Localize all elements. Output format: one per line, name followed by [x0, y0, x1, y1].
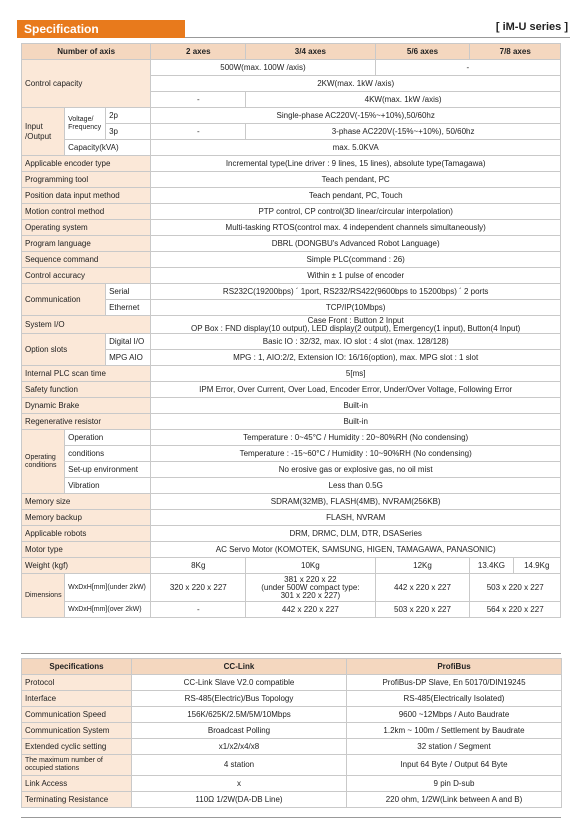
- dimensions-label: Dimensions: [22, 574, 65, 618]
- cell: Simple PLC(command : 26): [151, 252, 561, 268]
- cell: Teach pendant, PC, Touch: [151, 188, 561, 204]
- cell: ProfiBus-DP Slave, En 50170/DIN19245: [347, 675, 562, 691]
- row-label: Motor type: [22, 542, 151, 558]
- divider: [21, 653, 561, 654]
- cell: TCP/IP(10Mbps): [151, 300, 561, 316]
- cell: 503 x 220 x 227: [375, 602, 470, 618]
- cell: Broadcast Polling: [132, 723, 347, 739]
- row-label: Link Access: [22, 776, 132, 792]
- cell: 2KW(max. 1kW /axis): [151, 76, 561, 92]
- cell: RS-485(Electric)/Bus Topology: [132, 691, 347, 707]
- row-label: Interface: [22, 691, 132, 707]
- cell: Built-in: [151, 414, 561, 430]
- cell: RS-485(Electrically Isolated): [347, 691, 562, 707]
- conditions-label: conditions: [65, 446, 151, 462]
- header-34-axes: 3/4 axes: [246, 44, 375, 60]
- row-label: Control accuracy: [22, 268, 151, 284]
- table-header-row: [22, 659, 562, 675]
- input-output-label: Input /Output: [22, 108, 65, 156]
- cell: 9 pin D-sub: [347, 776, 562, 792]
- option-slots-label: Option slots: [22, 334, 106, 366]
- row-label: Motion control method: [22, 204, 151, 220]
- row-label: Sequence command: [22, 252, 151, 268]
- control-capacity-label: Control capacity: [22, 60, 151, 108]
- dim-line-2: (under 500W compact type:: [261, 582, 360, 592]
- header-56-axes: 5/6 axes: [375, 44, 470, 60]
- cell: AC Servo Motor (KOMOTEK, SAMSUNG, HIGEN, TAMAGAWA, PANASONIC): [151, 542, 561, 558]
- cell: 500W(max. 100W /axis): [151, 60, 375, 76]
- row-label: Communication Speed: [22, 707, 132, 723]
- row-label: Operating system: [22, 220, 151, 236]
- system-io-line-2: OP Box : FND display(10 output), LED display(2 output), Emergency(1 input), Button(4 Input): [191, 323, 521, 333]
- table-header-row: [22, 44, 561, 60]
- system-io-cell: [151, 316, 561, 334]
- header-2-axes: 2 axes: [151, 44, 246, 60]
- row-label: Applicable robots: [22, 526, 151, 542]
- bottom-divider: [21, 817, 561, 818]
- row-label: Protocol: [22, 675, 132, 691]
- cell: 156K/625K/2.5M/5M/10Mbps: [132, 707, 347, 723]
- cell: -: [151, 602, 246, 618]
- cell: Single-phase AC220V(-15%~+10%),50/60hz: [151, 108, 561, 124]
- capacity-label: Capacity(kVA): [65, 140, 151, 156]
- fieldbus-table: [21, 658, 562, 808]
- operation-label: Operation: [65, 430, 151, 446]
- row-label: Applicable encoder type: [22, 156, 151, 172]
- voltage-frequency-label: Voltage/ Frequency: [65, 108, 106, 140]
- header-cc-link: CC-Link: [132, 659, 347, 675]
- cell: Temperature : 0~45°C / Humidity : 20~80%RH (No condensing): [151, 430, 561, 446]
- row-label: The maximum number of occupied stations: [22, 755, 132, 776]
- row-label: Programming tool: [22, 172, 151, 188]
- section-header: [17, 20, 570, 38]
- cell: Incremental type(Line driver : 9 lines, 15 lines), absolute type(Tamagawa): [151, 156, 561, 172]
- cell: IPM Error, Over Current, Over Load, Encoder Error, Under/Over Voltage, Following Error: [151, 382, 561, 398]
- cell: -: [151, 92, 246, 108]
- cell: 8Kg: [151, 558, 246, 574]
- system-io-line-1: Case Front : Button 2 Input: [307, 315, 404, 325]
- dimension-34-cell: [246, 574, 375, 602]
- row-label: Memory backup: [22, 510, 151, 526]
- row-label: Terminating Resistance: [22, 792, 132, 808]
- serial-label: Serial: [106, 284, 151, 300]
- header-rule: [185, 37, 570, 38]
- cell: No erosive gas or explosive gas, no oil mist: [151, 462, 561, 478]
- weight-label: Weight (kgf): [22, 558, 151, 574]
- cell: Less than 0.5G: [151, 478, 561, 494]
- cell: Within ± 1 pulse of encoder: [151, 268, 561, 284]
- cell: x: [132, 776, 347, 792]
- cell: 14.9Kg: [513, 558, 561, 574]
- dimension-under-2kw-label: WxDxH[mm](under 2kW): [65, 574, 151, 602]
- communication-label: Communication: [22, 284, 106, 316]
- cell: x1/x2/x4/x8: [132, 739, 347, 755]
- row-label: Program language: [22, 236, 151, 252]
- mpg-aio-label: MPG AIO: [106, 350, 151, 366]
- cell: Temperature : -15~60°C / Humidity : 10~90%RH (No condensing): [151, 446, 561, 462]
- cell: DBRL (DONGBU's Advanced Robot Language): [151, 236, 561, 252]
- cell: CC-Link Slave V2.0 compatible: [132, 675, 347, 691]
- cell: 32 station / Segment: [347, 739, 562, 755]
- row-label: Dynamic Brake: [22, 398, 151, 414]
- cell: FLASH, NVRAM: [151, 510, 561, 526]
- dim-line-1: 381 x 220 x 22: [284, 574, 337, 584]
- cell: 9600 ~12Mbps / Auto Baudrate: [347, 707, 562, 723]
- 2p-label: 2p: [106, 108, 151, 124]
- header-78-axes: 7/8 axes: [470, 44, 561, 60]
- cell: MPG : 1, AIO:2/2, Extension IO: 16/16(option), max. MPG slot : 1 slot: [151, 350, 561, 366]
- row-label: Regenerative resistor: [22, 414, 151, 430]
- cell: DRM, DRMC, DLM, DTR, DSASeries: [151, 526, 561, 542]
- cell: Built-in: [151, 398, 561, 414]
- series-label: [ iM-U series ]: [495, 21, 568, 33]
- cell: 503 x 220 x 227: [470, 574, 561, 602]
- cell: Input 64 Byte / Output 64 Byte: [347, 755, 562, 776]
- cell: 110Ω 1/2W(DA-DB Line): [132, 792, 347, 808]
- row-label: Extended cyclic setting: [22, 739, 132, 755]
- cell: Basic IO : 32/32, max. IO slot : 4 slot (max. 128/128): [151, 334, 561, 350]
- cell: 12Kg: [375, 558, 470, 574]
- system-io-label: System I/O: [22, 316, 151, 334]
- cell: 3-phase AC220V(-15%~+10%), 50/60hz: [246, 124, 561, 140]
- cell: 564 x 220 x 227: [470, 602, 561, 618]
- ethernet-label: Ethernet: [106, 300, 151, 316]
- cell: 10Kg: [246, 558, 375, 574]
- cell: 442 x 220 x 227: [246, 602, 375, 618]
- header-profibus: ProfiBus: [347, 659, 562, 675]
- vibration-label: Vibration: [65, 478, 151, 494]
- 3p-label: 3p: [106, 124, 151, 140]
- row-label: Position data input method: [22, 188, 151, 204]
- cell: RS232C(19200bps) ´ 1port, RS232/RS422(9600bps to 15200bps) ´ 2 ports: [151, 284, 561, 300]
- cell: 13.4KG: [470, 558, 513, 574]
- cell: 1.2km ~ 100m / Settlement by Baudrate: [347, 723, 562, 739]
- row-label: Communication System: [22, 723, 132, 739]
- dimension-over-2kw-label: WxDxH[mm](over 2kW): [65, 602, 151, 618]
- cell: 5[ms]: [151, 366, 561, 382]
- cell: 4 station: [132, 755, 347, 776]
- header-axis: Number of axis: [22, 44, 151, 60]
- cell: 4KW(max. 1kW /axis): [246, 92, 561, 108]
- cell: SDRAM(32MB), FLASH(4MB), NVRAM(256KB): [151, 494, 561, 510]
- cell: 220 ohm, 1/2W(Link between A and B): [347, 792, 562, 808]
- cell: Multi-tasking RTOS(control max. 4 independent channels simultaneously): [151, 220, 561, 236]
- cell: -: [375, 60, 560, 76]
- row-label: Internal PLC scan time: [22, 366, 151, 382]
- cell: -: [151, 124, 246, 140]
- operating-conditions-label: Operating conditions: [22, 430, 65, 494]
- cell: 442 x 220 x 227: [375, 574, 470, 602]
- section-title: Specification: [17, 20, 185, 38]
- setup-environment-label: Set-up environment: [65, 462, 151, 478]
- cell: 320 x 220 x 227: [151, 574, 246, 602]
- cell: max. 5.0KVA: [151, 140, 561, 156]
- row-label: Safety function: [22, 382, 151, 398]
- cell: Teach pendant, PC: [151, 172, 561, 188]
- header-specifications: Specifications: [22, 659, 132, 675]
- digital-io-label: Digital I/O: [106, 334, 151, 350]
- cell: PTP control, CP control(3D linear/circular interpolation): [151, 204, 561, 220]
- specification-table: [21, 43, 561, 618]
- dim-line-3: 301 x 220 x 227): [280, 590, 341, 600]
- row-label: Memory size: [22, 494, 151, 510]
